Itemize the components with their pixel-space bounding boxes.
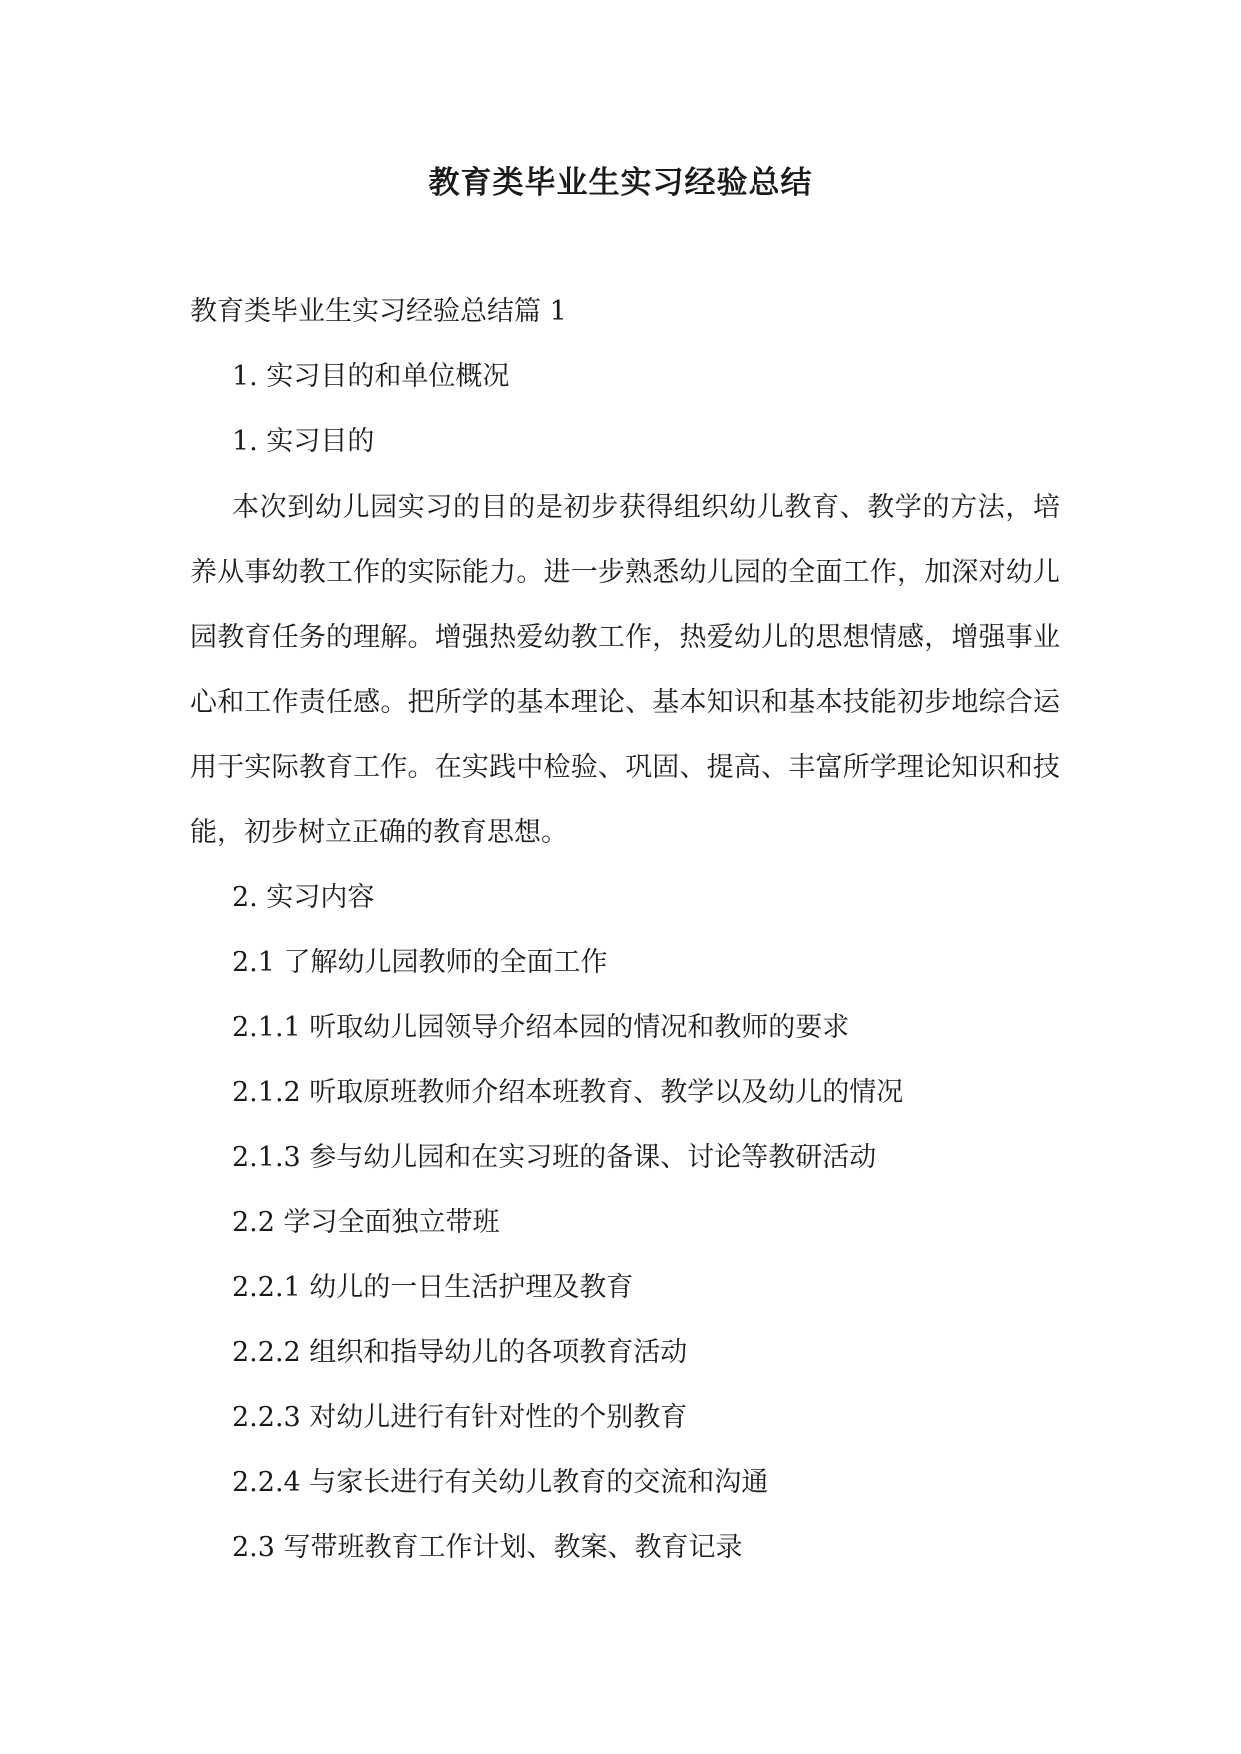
item-1: 1. 实习目的和单位概况 — [232, 361, 510, 392]
body-paragraph: 本次到幼儿园实习的目的是初步获得组织幼儿教育、教学的方法，培养从事幼教工作的实际能力。进一步熟悉幼儿园的全面工作，加深对幼儿园教育任务的理解。增强热爱幼教工作，热爱幼儿的思想情感，增强事业心和工作责任感。把所学的基本理论、基本知识和基本技能初步地综合运用于实际教育工作。在实践中检验、巩固、提高、丰富所学理论知识和技能，初步树立正确的教育思想。 — [190, 492, 1060, 848]
outline-item: 2.2.1 幼儿的一日生活护理及教育 — [232, 1272, 634, 1303]
outline-item: 2.1 了解幼儿园教师的全面工作 — [232, 947, 608, 978]
outline-item: 2.1.3 参与幼儿园和在实习班的备课、讨论等教研活动 — [232, 1142, 877, 1173]
outline-item: 2.2.3 对幼儿进行有针对性的个别教育 — [232, 1402, 688, 1433]
item-1-1: 1. 实习目的 — [232, 426, 375, 457]
outline-item: 2.2.2 组织和指导幼儿的各项教育活动 — [232, 1337, 688, 1368]
outline-item: 2.3 写带班教育工作计划、教案、教育记录 — [232, 1532, 743, 1563]
outline-item: 2.2 学习全面独立带班 — [232, 1207, 500, 1238]
outline-item: 2. 实习内容 — [232, 882, 375, 913]
section-heading: 教育类毕业生实习经验总结篇 1 — [190, 296, 567, 327]
outline-item: 2.2.4 与家长进行有关幼儿教育的交流和沟通 — [232, 1467, 769, 1498]
outline-item: 2.1.2 听取原班教师介绍本班教育、教学以及幼儿的情况 — [232, 1077, 904, 1108]
document-title: 教育类毕业生实习经验总结 — [428, 165, 813, 201]
outline-item: 2.1.1 听取幼儿园领导介绍本园的情况和教师的要求 — [232, 1012, 850, 1043]
